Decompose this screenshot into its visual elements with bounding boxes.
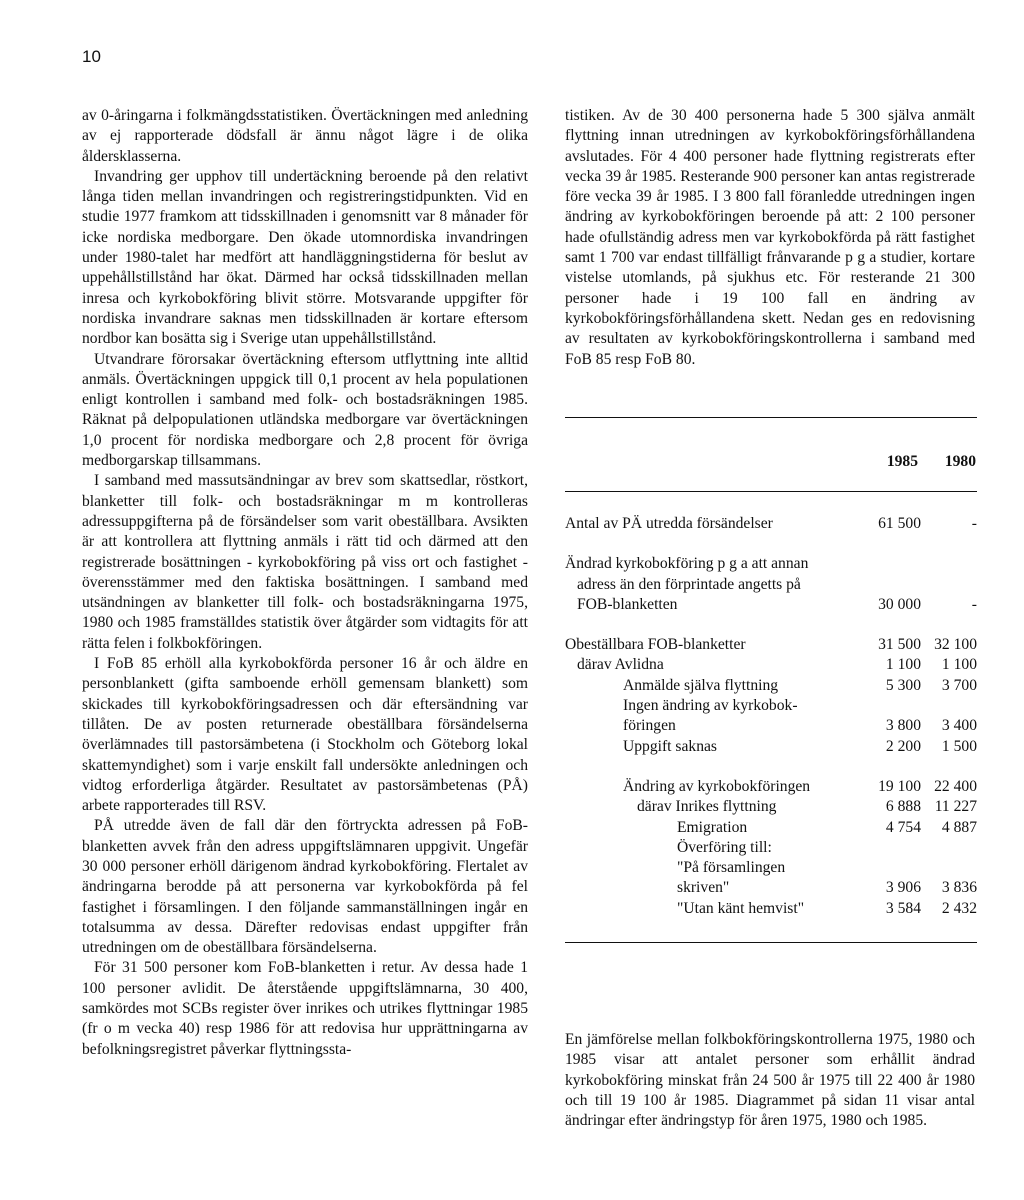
table-cell-1980: 32 100	[934, 636, 977, 654]
paragraph: För 31 500 personer kom FoB-blanketten i retur. Av dessa hade 1 100 personer avlidit. De återstående uppgiftslämnarna, 30 400, samkördes mot SCBs register över inrikes och utrikes flyttningar 1985 (fr o m vecka 40) resp 1986 för att redovisa hur upprättningarna av befolkningsregistret påverkar flyttningssta-	[82, 959, 528, 1058]
table-cell-1985: 3 584	[885, 899, 921, 917]
table-row-label: därav Inrikes flyttning	[637, 798, 777, 816]
table-cell-1985: 3 800	[885, 717, 921, 735]
table-cell-1980: 11 227	[934, 798, 977, 816]
table-cell-1980: 3 700	[941, 676, 977, 694]
table-row-label: Ändring av kyrkobokföringen	[623, 777, 811, 795]
table-col-1980: 1980	[944, 453, 976, 470]
statistics-table	[565, 514, 977, 919]
table-row	[565, 797, 977, 817]
table-row-label: FOB-blanketten	[577, 595, 678, 613]
table-row-label: föringen	[623, 717, 676, 735]
table-spacer	[565, 534, 977, 554]
table-row-label: adress än den förprintade angetts på	[577, 575, 801, 593]
table-cell-1985: 19 100	[878, 777, 921, 795]
table-bottom-rule	[565, 942, 977, 943]
table-row	[565, 838, 977, 858]
table-row	[565, 716, 977, 736]
table-row	[565, 635, 977, 655]
table-row	[565, 858, 977, 878]
table-row	[565, 696, 977, 716]
table-cell-1985: 61 500	[878, 515, 921, 532]
table-header-rule	[565, 491, 977, 492]
table-cell-1980: 2 432	[941, 899, 977, 917]
table-row	[565, 595, 977, 615]
table-cell-1980: 1 500	[941, 737, 977, 755]
table-row	[565, 777, 977, 797]
right-column-conclusion	[565, 1030, 975, 1131]
table-row	[565, 878, 977, 898]
table-row-label: Överföring till:	[677, 838, 772, 856]
table-row	[565, 655, 977, 675]
table-top-rule	[565, 417, 977, 418]
table-spacer	[565, 757, 977, 777]
table-cell-1980: 3 836	[941, 879, 977, 897]
table-row-label: skriven"	[677, 879, 730, 897]
paragraph: I FoB 85 erhöll alla kyrkobokförda personer 16 år och äldre en personblankett (gifta samboende erhöll gemensam blankett) som skickades till kyrkobokföringsadressen och där eftersändning var tillåten. De av posten returnerade obeställbara försändelserna överlämnades till pastorsämbetena (i Stockholm och Göteborg lokal skattemyndighet) som i varje enskilt fall undersökte anledningen och vidtog erforderliga åtgärder. Resultatet av pastorsämbetenas (PÅ) arbete rapporterades till RSV.	[82, 655, 528, 815]
table-row	[565, 575, 977, 595]
table-cell-1985: 4 754	[885, 818, 921, 836]
page-number: 10	[82, 47, 101, 66]
table-cell-1985: 31 500	[878, 636, 921, 654]
table-cell-1985: 2 200	[885, 737, 921, 755]
paragraph: tistiken. Av de 30 400 personerna hade 5 300 själva anmält flyttning innan utredningen av kyrkobokföringsförhållandena avslutades. För 4 400 personer hade flyttning registrerats efter vecka 39 år 1985. Resterande 900 personer kan antas registrerade före vecka 39 år 1985. I 3 800 fall föranledde utredningen ingen ändring av kyrkobokföringen beroende på att: 2 100 personer hade ofullständig adress men var kyrkobokförda på rätt fastighet samt 1 700 var endast tillfälligt frånvarande p g a studier, kortare vistelse utomlands, på sjukhus etc. För resterande 21 300 personer hade i 19 100 fall en ändring av kyrkobokföringsförhållandena skett. Nedan ges en redovisning av resultaten av kyrkobokföringskontrollerna i samband med FoB 85 resp FoB 80.	[565, 107, 975, 368]
table-row	[565, 676, 977, 696]
table-cell-1980: 3 400	[941, 717, 977, 735]
table-row	[565, 554, 977, 574]
table-cell-1980: -	[971, 515, 977, 532]
paragraph: Invandring ger upphov till undertäckning beroende på den relativt långa tiden mellan invandringen och registreringstidpunkten. Vid en studie 1977 framkom att tidsskillnaden i genomsnitt var 8 månader för icke nordiska medborgare. Den ökade utomnordiska invandringen under 1980-talet har medfört att handläggningstiderna för beslut av uppehållstillstånd har ökat. Därmed har också tidsskillnaden mellan inresa och kyrkobokföring blivit större. Motsvarande uppgifter för nordiska invandrare saknas men tidsskillnaden är kortare eftersom nordbor kan bosätta sig i Sverige utan uppehållstillstånd.	[82, 167, 528, 348]
table-row-label: Ingen ändring av kyrkobok-	[623, 697, 798, 715]
table-row	[565, 818, 977, 838]
table-cell-1985: 6 888	[885, 798, 921, 816]
table-row	[565, 514, 977, 534]
table-cell-1985: 5 300	[885, 676, 921, 694]
paragraph: PÅ utredde även de fall där den förtryckta adressen på FoB-blanketten avvek från den adress uppgiftslämnaren uppgivit. Ungefär 30 000 personer erhöll därigenom ändrad kyrkobokföring. Flertalet av ändringarna berodde på att personerna var kyrkobokförda på fel fastighet i församlingen. I den följande sammanställningen ingår en totalsumma av dessa. Därefter redovisas endast uppgifter från utredningen om de obeställbara försändelserna.	[82, 817, 528, 957]
table-row-label: Emigration	[677, 818, 748, 836]
table-row-label: "På församlingen	[677, 859, 786, 877]
table-row-label: "Utan känt hemvist"	[677, 899, 805, 917]
table-cell-1985: 1 100	[885, 656, 921, 674]
table-col-1985: 1985	[886, 453, 918, 470]
table-row-label: Uppgift saknas	[623, 737, 717, 755]
table-cell-1980: 1 100	[941, 656, 977, 674]
paragraph: En jämförelse mellan folkbokföringskontrollerna 1975, 1980 och 1985 visar att antalet personer som erhållit ändrad kyrkobokföring minskat från 24 500 år 1975 till 22 400 år 1980 och till 19 100 år 1985. Diagrammet på sidan 11 visar antal ändringar efter ändringstyp för åren 1975, 1980 och 1985.	[565, 1031, 975, 1130]
paragraph: I samband med massutsändningar av brev som skattsedlar, röstkort, blanketter till folk- och bostadsräkningar m m kontrolleras adressuppgifterna på de försändelser som varit obeställbara. Avsikten är att kontrollera att flyttning anmäls i rätt tid och därmed att den registrerade bosättningen - kyrkobokföring på viss ort och fastighet - överensstämmer med den faktiska bosättningen. I samband med utsändningen av blanketter till folk- och bostadsräkningarna 1975, 1980 och 1985 framställdes statistik över åtgärder som vidtagits för att rätta felen i folkbokföringen.	[82, 472, 528, 652]
table-spacer	[565, 615, 977, 635]
table-row	[565, 899, 977, 919]
table-row	[565, 737, 977, 757]
table-row-label: därav Avlidna	[577, 656, 664, 674]
right-column-text	[565, 106, 975, 370]
table-cell-1980: 22 400	[934, 777, 977, 795]
table-row-label: Anmälde själva flyttning	[623, 676, 779, 694]
table-row-label: Ändrad kyrkobokföring p g a att annan	[565, 555, 809, 573]
table-cell-1980: 4 887	[941, 818, 977, 836]
paragraph: Utvandrare förorsakar övertäckning eftersom utflyttning inte alltid anmäls. Övertäckningen uppgick till 0,1 procent av hela populationen enligt kontrollen i samband med folk- och bostadsräkningen 1985. Räknat på delpopulationen utländska medborgare var övertäckningen 1,0 procent för nordiska medborgare och 2,8 procent för övriga medborgarskap tillsammans.	[82, 350, 528, 470]
table-cell-1980: -	[971, 595, 977, 613]
table-cell-1985: 3 906	[885, 879, 921, 897]
table-cell-1985: 30 000	[878, 595, 921, 613]
paragraph: av 0-åringarna i folkmängdsstatistiken. Övertäckningen med anledning av ej rapporterade dödsfall är ännu något lägre i de olika åldersklasserna.	[82, 107, 528, 165]
table-row-label: Antal av PÄ utredda försändelser	[565, 515, 773, 532]
left-column	[82, 106, 528, 1060]
table-row-label: Obeställbara FOB-blanketter	[565, 636, 746, 654]
